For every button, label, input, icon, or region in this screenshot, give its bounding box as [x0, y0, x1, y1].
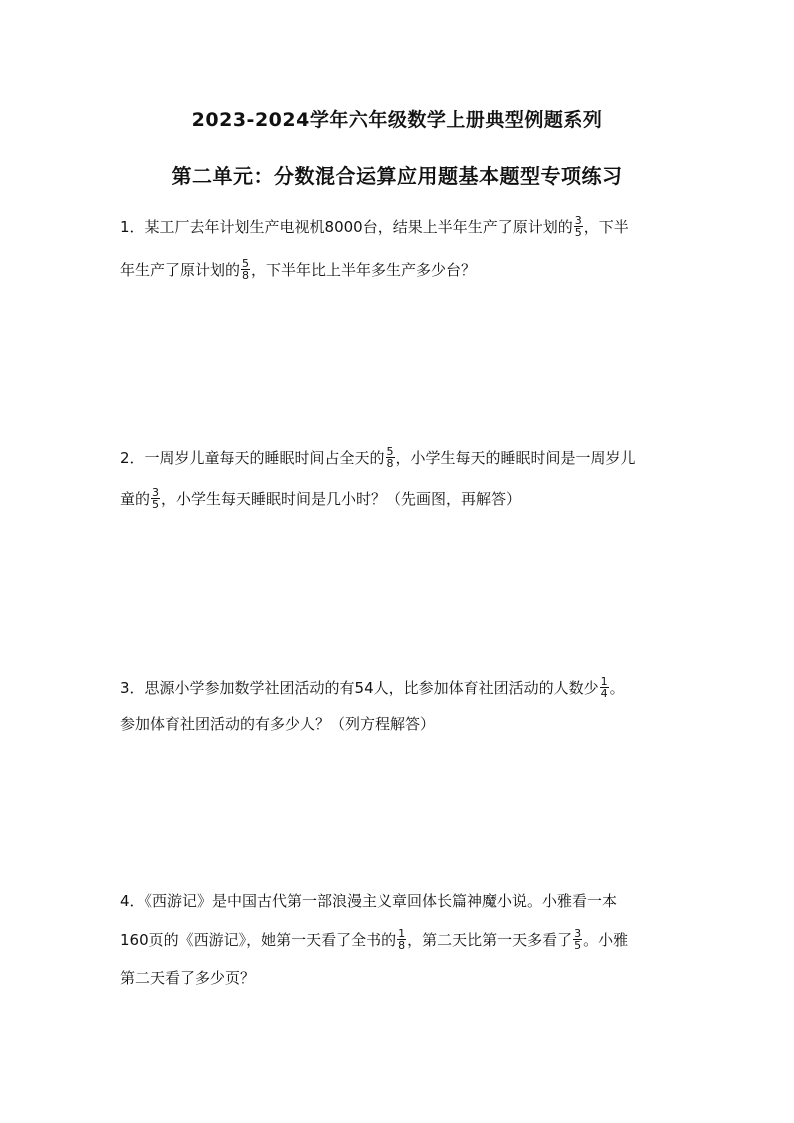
problem-2-line-2	[120, 487, 521, 511]
problem-4-line-1	[120, 889, 617, 913]
fraction: $\frac{1}{8}$	[398, 927, 406, 952]
problem-4-text: 4．《西游记》是中国古代第一部浪漫主义章回体长篇神魔小说。小雅看一本	[120, 892, 618, 910]
fraction: $\frac{3}{5}$	[152, 486, 160, 511]
problem-1-text: ，下半年比上半年多生产多少台？	[251, 261, 477, 279]
problem-4-text: 。小雅	[583, 931, 629, 949]
problem-3-line-2	[120, 712, 435, 736]
problem-2-line-1	[120, 446, 636, 470]
problem-2-text: ，小学生每天的睡眠时间是一周岁儿	[395, 449, 636, 467]
problem-4-text: ，第二天比第一天多看了	[407, 931, 573, 949]
fraction: $\frac{5}{8}$	[386, 445, 394, 470]
problem-2-text: 童的	[120, 490, 151, 508]
document-subtitle: 第二单元：分数混合运算应用题基本题型专项练习	[171, 164, 623, 188]
problem-4-text: 160页的《西游记》，她第一天看了全书的	[120, 931, 397, 949]
problem-3-text: 。	[609, 679, 625, 697]
problem-1-text: 年生产了原计划的	[120, 261, 241, 279]
problem-1-line-1	[120, 215, 629, 239]
problem-3-line-1	[120, 676, 625, 700]
problem-4-line-3	[120, 966, 255, 990]
fraction: $\frac{1}{4}$	[600, 675, 608, 700]
problem-4-line-2	[120, 928, 628, 952]
fraction: $\frac{3}{5}$	[574, 214, 582, 239]
problem-1-line-2	[120, 258, 476, 282]
document-title: 2023-2024学年六年级数学上册典型例题系列	[191, 109, 603, 131]
problem-1-text: 1．某工厂去年计划生产电视机8000台，结果上半年生产了原计划的	[120, 218, 573, 236]
fraction: $\frac{3}{5}$	[574, 927, 582, 952]
problem-2-text: ，小学生每天睡眠时间是几小时？（先画图，再解答）	[161, 490, 522, 508]
problem-2-text: 2．一周岁儿童每天的睡眠时间占全天的	[120, 449, 385, 467]
problem-3-text: 参加体育社团活动的有多少人？（列方程解答）	[120, 715, 436, 733]
problem-4-text: 第二天看了多少页？	[120, 969, 256, 987]
problem-1-text: ，下半	[583, 218, 629, 236]
fraction: $\frac{5}{8}$	[242, 257, 250, 282]
problem-3-text: 3．思源小学参加数学社团活动的有54人，比参加体育社团活动的人数少	[120, 679, 599, 697]
